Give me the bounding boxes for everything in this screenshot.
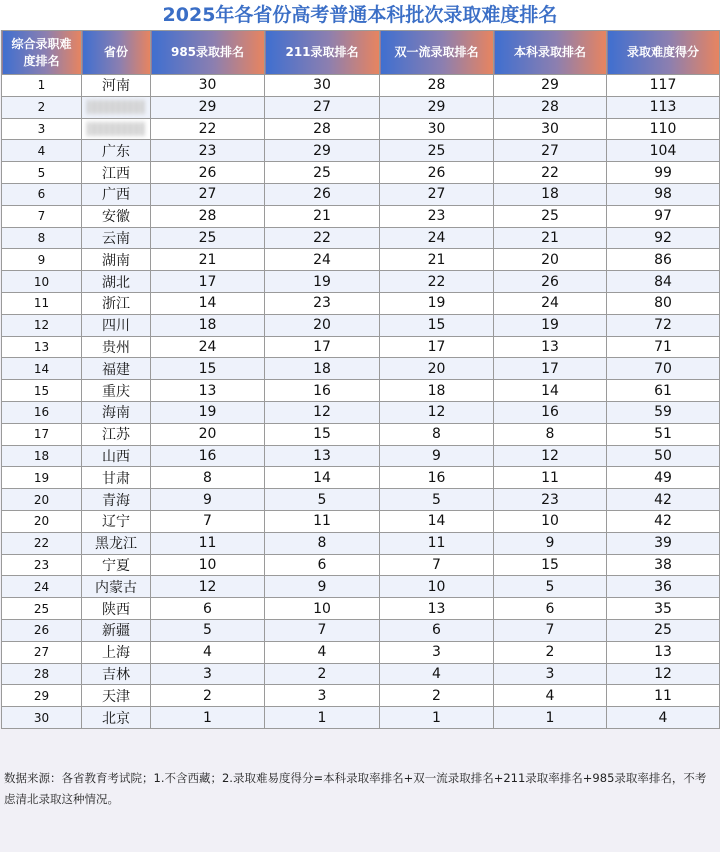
cell-overall-rank: 5	[2, 162, 82, 184]
cell-211-rank: 13	[265, 445, 380, 467]
cell-undergrad-rank: 4	[494, 685, 607, 707]
table-row	[2, 685, 720, 707]
cell-overall-rank: 20	[2, 510, 82, 532]
cell-211-rank: 16	[265, 380, 380, 402]
header-211-rank: 211录取排名	[265, 31, 380, 75]
cell-double-first-class-rank: 21	[380, 249, 494, 271]
table-row	[2, 380, 720, 402]
cell-province: 河南	[82, 75, 151, 97]
table-row	[2, 576, 720, 598]
cell-province: 青海	[82, 489, 151, 511]
cell-211-rank: 19	[265, 271, 380, 293]
cell-difficulty-score: 4	[607, 707, 720, 729]
table-row	[2, 271, 720, 293]
redacted-province-blur	[87, 122, 145, 136]
cell-985-rank: 3	[151, 663, 265, 685]
cell-985-rank: 1	[151, 707, 265, 729]
cell-double-first-class-rank: 17	[380, 336, 494, 358]
table-row	[2, 489, 720, 511]
cell-double-first-class-rank: 10	[380, 576, 494, 598]
cell-overall-rank: 2	[2, 96, 82, 118]
cell-province	[82, 118, 151, 140]
cell-985-rank: 2	[151, 685, 265, 707]
cell-difficulty-score: 113	[607, 96, 720, 118]
cell-211-rank: 21	[265, 205, 380, 227]
cell-211-rank: 11	[265, 510, 380, 532]
cell-double-first-class-rank: 7	[380, 554, 494, 576]
cell-double-first-class-rank: 27	[380, 183, 494, 205]
table-row	[2, 183, 720, 205]
table-row	[2, 532, 720, 554]
cell-undergrad-rank: 21	[494, 227, 607, 249]
cell-985-rank: 20	[151, 423, 265, 445]
cell-undergrad-rank: 2	[494, 641, 607, 663]
cell-undergrad-rank: 15	[494, 554, 607, 576]
cell-211-rank: 1	[265, 707, 380, 729]
cell-province: 辽宁	[82, 510, 151, 532]
cell-province: 江西	[82, 162, 151, 184]
cell-211-rank: 5	[265, 489, 380, 511]
cell-double-first-class-rank: 22	[380, 271, 494, 293]
data-source-note: 数据来源：各省教育考试院；1.不含西藏；2.录取难易度得分=本科录取率排名+双一流录取排名+211录取率排名+985录取率排名，不考虑清北录取这种情况。	[4, 771, 707, 806]
cell-985-rank: 26	[151, 162, 265, 184]
cell-province: 广东	[82, 140, 151, 162]
cell-difficulty-score: 98	[607, 183, 720, 205]
cell-undergrad-rank: 16	[494, 401, 607, 423]
cell-province: 重庆	[82, 380, 151, 402]
cell-undergrad-rank: 6	[494, 598, 607, 620]
header-difficulty-score: 录取难度得分	[607, 31, 720, 75]
cell-difficulty-score: 97	[607, 205, 720, 227]
cell-undergrad-rank: 12	[494, 445, 607, 467]
cell-difficulty-score: 25	[607, 619, 720, 641]
cell-undergrad-rank: 28	[494, 96, 607, 118]
cell-985-rank: 6	[151, 598, 265, 620]
cell-double-first-class-rank: 12	[380, 401, 494, 423]
cell-undergrad-rank: 29	[494, 75, 607, 97]
cell-985-rank: 7	[151, 510, 265, 532]
cell-difficulty-score: 110	[607, 118, 720, 140]
cell-overall-rank: 22	[2, 532, 82, 554]
table-row	[2, 619, 720, 641]
table-row	[2, 227, 720, 249]
cell-double-first-class-rank: 11	[380, 532, 494, 554]
cell-double-first-class-rank: 1	[380, 707, 494, 729]
cell-985-rank: 18	[151, 314, 265, 336]
header-province: 省份	[82, 31, 151, 75]
table-row	[2, 249, 720, 271]
cell-211-rank: 22	[265, 227, 380, 249]
table-row	[2, 707, 720, 729]
cell-difficulty-score: 84	[607, 271, 720, 293]
cell-double-first-class-rank: 23	[380, 205, 494, 227]
table-header-row	[2, 31, 720, 75]
cell-985-rank: 21	[151, 249, 265, 271]
cell-overall-rank: 24	[2, 576, 82, 598]
cell-difficulty-score: 72	[607, 314, 720, 336]
cell-985-rank: 29	[151, 96, 265, 118]
cell-double-first-class-rank: 29	[380, 96, 494, 118]
table-row	[2, 118, 720, 140]
cell-difficulty-score: 35	[607, 598, 720, 620]
cell-province: 浙江	[82, 292, 151, 314]
cell-overall-rank: 6	[2, 183, 82, 205]
cell-province: 湖南	[82, 249, 151, 271]
cell-985-rank: 25	[151, 227, 265, 249]
cell-211-rank: 24	[265, 249, 380, 271]
header-undergrad-rank: 本科录取排名	[494, 31, 607, 75]
cell-985-rank: 10	[151, 554, 265, 576]
cell-overall-rank: 12	[2, 314, 82, 336]
cell-overall-rank: 19	[2, 467, 82, 489]
cell-province: 广西	[82, 183, 151, 205]
cell-double-first-class-rank: 3	[380, 641, 494, 663]
cell-overall-rank: 27	[2, 641, 82, 663]
cell-overall-rank: 7	[2, 205, 82, 227]
cell-difficulty-score: 61	[607, 380, 720, 402]
cell-985-rank: 28	[151, 205, 265, 227]
cell-985-rank: 14	[151, 292, 265, 314]
cell-undergrad-rank: 30	[494, 118, 607, 140]
cell-undergrad-rank: 10	[494, 510, 607, 532]
cell-difficulty-score: 39	[607, 532, 720, 554]
cell-double-first-class-rank: 28	[380, 75, 494, 97]
cell-overall-rank: 16	[2, 401, 82, 423]
cell-undergrad-rank: 22	[494, 162, 607, 184]
cell-985-rank: 27	[151, 183, 265, 205]
cell-overall-rank: 18	[2, 445, 82, 467]
header-double-first-class-rank: 双一流录取排名	[380, 31, 494, 75]
cell-211-rank: 9	[265, 576, 380, 598]
cell-211-rank: 27	[265, 96, 380, 118]
cell-211-rank: 3	[265, 685, 380, 707]
cell-double-first-class-rank: 16	[380, 467, 494, 489]
cell-province: 吉林	[82, 663, 151, 685]
cell-985-rank: 30	[151, 75, 265, 97]
cell-211-rank: 26	[265, 183, 380, 205]
cell-undergrad-rank: 3	[494, 663, 607, 685]
cell-difficulty-score: 50	[607, 445, 720, 467]
cell-double-first-class-rank: 4	[380, 663, 494, 685]
cell-difficulty-score: 13	[607, 641, 720, 663]
cell-985-rank: 15	[151, 358, 265, 380]
cell-difficulty-score: 117	[607, 75, 720, 97]
cell-difficulty-score: 70	[607, 358, 720, 380]
cell-211-rank: 18	[265, 358, 380, 380]
cell-overall-rank: 3	[2, 118, 82, 140]
table-row	[2, 467, 720, 489]
cell-985-rank: 16	[151, 445, 265, 467]
table-row	[2, 292, 720, 314]
table-row	[2, 75, 720, 97]
cell-211-rank: 4	[265, 641, 380, 663]
cell-province: 宁夏	[82, 554, 151, 576]
cell-211-rank: 8	[265, 532, 380, 554]
cell-province: 贵州	[82, 336, 151, 358]
redacted-province-blur	[87, 100, 145, 114]
cell-overall-rank: 8	[2, 227, 82, 249]
cell-province	[82, 96, 151, 118]
cell-double-first-class-rank: 20	[380, 358, 494, 380]
cell-double-first-class-rank: 15	[380, 314, 494, 336]
cell-211-rank: 10	[265, 598, 380, 620]
cell-overall-rank: 23	[2, 554, 82, 576]
cell-province: 天津	[82, 685, 151, 707]
cell-985-rank: 4	[151, 641, 265, 663]
cell-overall-rank: 30	[2, 707, 82, 729]
cell-985-rank: 5	[151, 619, 265, 641]
cell-difficulty-score: 36	[607, 576, 720, 598]
cell-overall-rank: 9	[2, 249, 82, 271]
table-row	[2, 554, 720, 576]
cell-undergrad-rank: 19	[494, 314, 607, 336]
cell-211-rank: 29	[265, 140, 380, 162]
cell-province: 安徽	[82, 205, 151, 227]
cell-overall-rank: 28	[2, 663, 82, 685]
cell-province: 黑龙江	[82, 532, 151, 554]
cell-overall-rank: 15	[2, 380, 82, 402]
cell-overall-rank: 14	[2, 358, 82, 380]
cell-difficulty-score: 38	[607, 554, 720, 576]
cell-overall-rank: 1	[2, 75, 82, 97]
cell-difficulty-score: 59	[607, 401, 720, 423]
cell-province: 甘肃	[82, 467, 151, 489]
cell-province: 四川	[82, 314, 151, 336]
table-row	[2, 641, 720, 663]
cell-985-rank: 13	[151, 380, 265, 402]
cell-985-rank: 11	[151, 532, 265, 554]
header-985-rank: 985录取排名	[151, 31, 265, 75]
table-row	[2, 510, 720, 532]
cell-double-first-class-rank: 13	[380, 598, 494, 620]
cell-double-first-class-rank: 14	[380, 510, 494, 532]
header-overall-rank: 综合录职难度排名	[2, 31, 82, 75]
cell-985-rank: 24	[151, 336, 265, 358]
cell-difficulty-score: 80	[607, 292, 720, 314]
cell-difficulty-score: 104	[607, 140, 720, 162]
cell-province: 福建	[82, 358, 151, 380]
table-row	[2, 314, 720, 336]
cell-undergrad-rank: 25	[494, 205, 607, 227]
cell-211-rank: 7	[265, 619, 380, 641]
cell-difficulty-score: 42	[607, 489, 720, 511]
cell-province: 上海	[82, 641, 151, 663]
cell-undergrad-rank: 18	[494, 183, 607, 205]
table-row	[2, 423, 720, 445]
cell-985-rank: 19	[151, 401, 265, 423]
table-row	[2, 663, 720, 685]
cell-difficulty-score: 92	[607, 227, 720, 249]
cell-985-rank: 17	[151, 271, 265, 293]
cell-province: 陕西	[82, 598, 151, 620]
cell-double-first-class-rank: 6	[380, 619, 494, 641]
cell-985-rank: 12	[151, 576, 265, 598]
cell-overall-rank: 11	[2, 292, 82, 314]
cell-985-rank: 23	[151, 140, 265, 162]
cell-overall-rank: 29	[2, 685, 82, 707]
cell-undergrad-rank: 1	[494, 707, 607, 729]
cell-211-rank: 6	[265, 554, 380, 576]
table-row	[2, 358, 720, 380]
table-row	[2, 162, 720, 184]
cell-211-rank: 30	[265, 75, 380, 97]
cell-211-rank: 12	[265, 401, 380, 423]
cell-double-first-class-rank: 30	[380, 118, 494, 140]
cell-undergrad-rank: 20	[494, 249, 607, 271]
cell-211-rank: 2	[265, 663, 380, 685]
cell-double-first-class-rank: 24	[380, 227, 494, 249]
cell-undergrad-rank: 5	[494, 576, 607, 598]
page-title: 2025年各省份高考普通本科批次录取难度排名	[0, 0, 720, 30]
cell-double-first-class-rank: 25	[380, 140, 494, 162]
cell-province: 云南	[82, 227, 151, 249]
cell-double-first-class-rank: 2	[380, 685, 494, 707]
cell-difficulty-score: 11	[607, 685, 720, 707]
table-row	[2, 445, 720, 467]
cell-211-rank: 15	[265, 423, 380, 445]
cell-undergrad-rank: 7	[494, 619, 607, 641]
cell-province: 湖北	[82, 271, 151, 293]
ranking-table	[1, 30, 720, 729]
cell-double-first-class-rank: 18	[380, 380, 494, 402]
cell-double-first-class-rank: 5	[380, 489, 494, 511]
cell-undergrad-rank: 11	[494, 467, 607, 489]
cell-province: 内蒙古	[82, 576, 151, 598]
cell-difficulty-score: 42	[607, 510, 720, 532]
cell-overall-rank: 4	[2, 140, 82, 162]
cell-difficulty-score: 99	[607, 162, 720, 184]
cell-undergrad-rank: 9	[494, 532, 607, 554]
cell-difficulty-score: 86	[607, 249, 720, 271]
cell-undergrad-rank: 8	[494, 423, 607, 445]
table-row	[2, 401, 720, 423]
cell-difficulty-score: 12	[607, 663, 720, 685]
cell-overall-rank: 13	[2, 336, 82, 358]
table-row	[2, 336, 720, 358]
cell-undergrad-rank: 14	[494, 380, 607, 402]
cell-double-first-class-rank: 8	[380, 423, 494, 445]
cell-difficulty-score: 51	[607, 423, 720, 445]
cell-undergrad-rank: 26	[494, 271, 607, 293]
table-row	[2, 96, 720, 118]
cell-double-first-class-rank: 19	[380, 292, 494, 314]
cell-211-rank: 23	[265, 292, 380, 314]
cell-double-first-class-rank: 26	[380, 162, 494, 184]
cell-undergrad-rank: 13	[494, 336, 607, 358]
cell-undergrad-rank: 23	[494, 489, 607, 511]
cell-province: 北京	[82, 707, 151, 729]
cell-undergrad-rank: 17	[494, 358, 607, 380]
cell-province: 海南	[82, 401, 151, 423]
cell-985-rank: 8	[151, 467, 265, 489]
cell-difficulty-score: 71	[607, 336, 720, 358]
cell-overall-rank: 10	[2, 271, 82, 293]
cell-985-rank: 9	[151, 489, 265, 511]
cell-211-rank: 14	[265, 467, 380, 489]
cell-undergrad-rank: 27	[494, 140, 607, 162]
cell-211-rank: 28	[265, 118, 380, 140]
cell-double-first-class-rank: 9	[380, 445, 494, 467]
cell-overall-rank: 25	[2, 598, 82, 620]
cell-211-rank: 17	[265, 336, 380, 358]
table-row	[2, 598, 720, 620]
cell-overall-rank: 17	[2, 423, 82, 445]
cell-province: 山西	[82, 445, 151, 467]
table-row	[2, 140, 720, 162]
cell-211-rank: 25	[265, 162, 380, 184]
cell-overall-rank: 20	[2, 489, 82, 511]
cell-211-rank: 20	[265, 314, 380, 336]
cell-difficulty-score: 49	[607, 467, 720, 489]
cell-overall-rank: 26	[2, 619, 82, 641]
cell-province: 新疆	[82, 619, 151, 641]
table-body	[2, 75, 720, 729]
cell-undergrad-rank: 24	[494, 292, 607, 314]
cell-province: 江苏	[82, 423, 151, 445]
cell-985-rank: 22	[151, 118, 265, 140]
table-row	[2, 205, 720, 227]
